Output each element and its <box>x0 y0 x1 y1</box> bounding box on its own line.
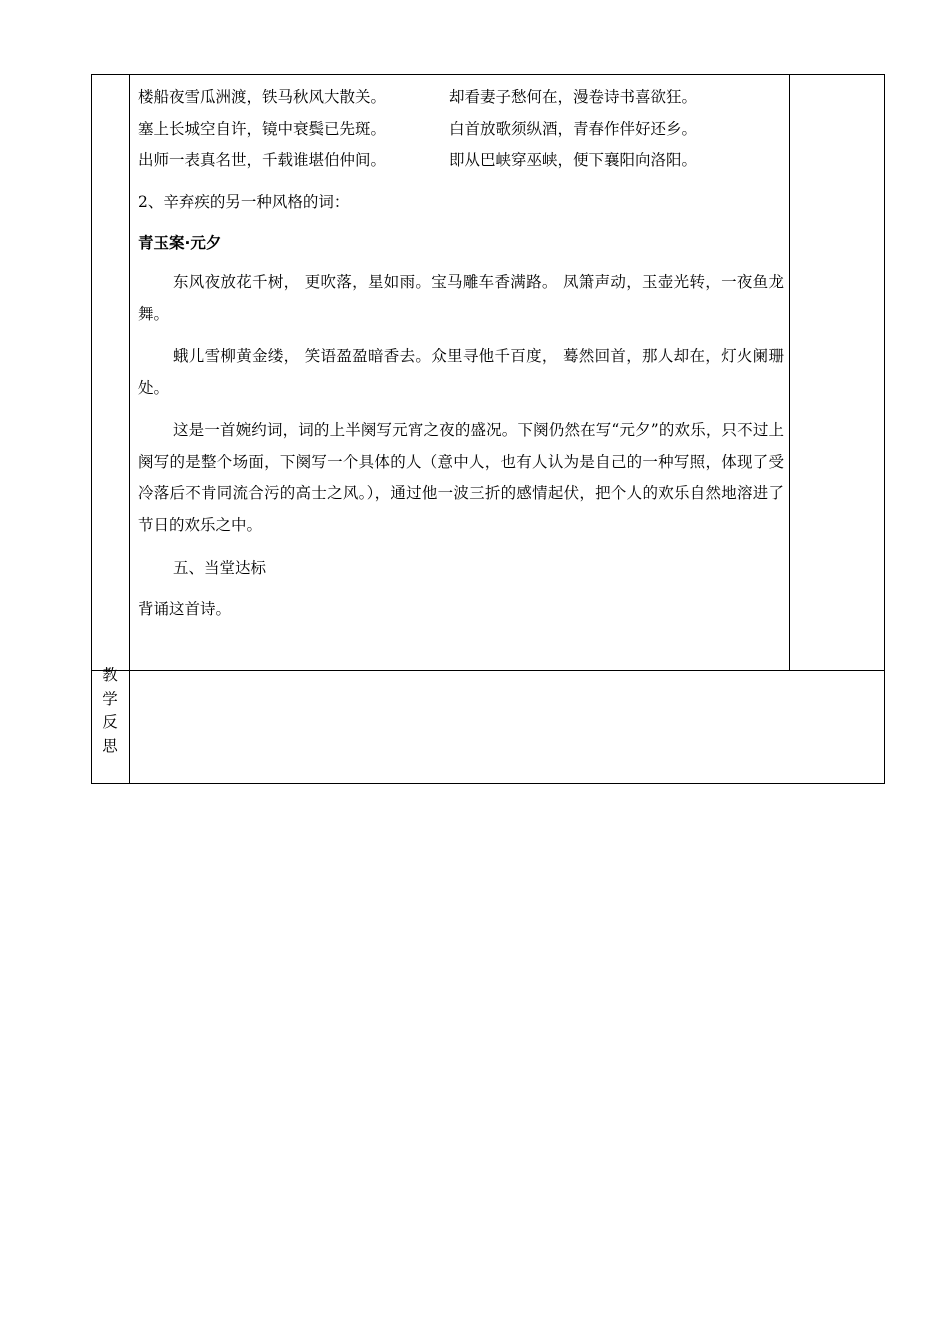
poem-line-3-right: 即从巴峡穿巫峡，便下襄阳向洛阳。 <box>449 151 698 169</box>
table-border-top <box>91 74 885 75</box>
poem-line-2-left: 塞上长城空自许，镜中衰鬓已先斑。 <box>138 120 387 138</box>
poem-line-1-right: 却看妻子愁何在，漫卷诗书喜欲狂。 <box>449 88 698 106</box>
ci-stanza-1: 东风夜放花千树， 更吹落，星如雨。宝马雕车香满路。 凤箫声动，玉壶光转，一夜鱼龙舞。 <box>138 273 784 323</box>
ci-stanza-2: 蛾儿雪柳黄金缕， 笑语盈盈暗香去。众里寻他千百度， 蓦然回首，那人却在，灯火阑珊处。 <box>138 347 784 397</box>
table-row-divider <box>91 670 885 671</box>
teaching-reflection-label <box>91 664 129 758</box>
ci-title: 青玉案·元夕 <box>138 234 222 252</box>
table-border-bottom <box>91 783 885 784</box>
table-border-right <box>884 74 885 784</box>
label-char-4: 思 <box>102 736 118 755</box>
section-5-heading: 五、当堂达标 <box>173 559 267 577</box>
label-char-1: 教 <box>102 666 118 684</box>
task-text: 背诵这首诗。 <box>138 600 232 618</box>
poem-line-2-right: 白首放歌须纵酒，青春作伴好还乡。 <box>449 120 698 138</box>
poem-line-3-left: 出师一表真名世，千载谁堪伯仲间。 <box>138 151 387 169</box>
label-char-2: 学 <box>102 689 118 708</box>
label-char-3: 反 <box>102 713 118 731</box>
poem-line-1-left: 楼船夜雪瓜洲渡，铁马秋风大散关。 <box>138 88 387 106</box>
table-col-divider-left <box>129 74 130 784</box>
table-col-divider-right <box>789 74 790 671</box>
section-2-heading: 2、辛弃疾的另一种风格的词： <box>138 193 350 211</box>
analysis-paragraph: 这是一首婉约词，词的上半阕写元宵之夜的盛况。下阕仍然在写“元夕”的欢乐，只不过上阕写的是整个场面，下阕写一个具体的人（意中人，也有人认为是自己的一种写照，体现了受冷落后不肯同流合污的高士之风。），通过他一波三折的感情起伏，把个人的欢乐自然地溶进了节日的欢乐之中。 <box>138 421 784 534</box>
